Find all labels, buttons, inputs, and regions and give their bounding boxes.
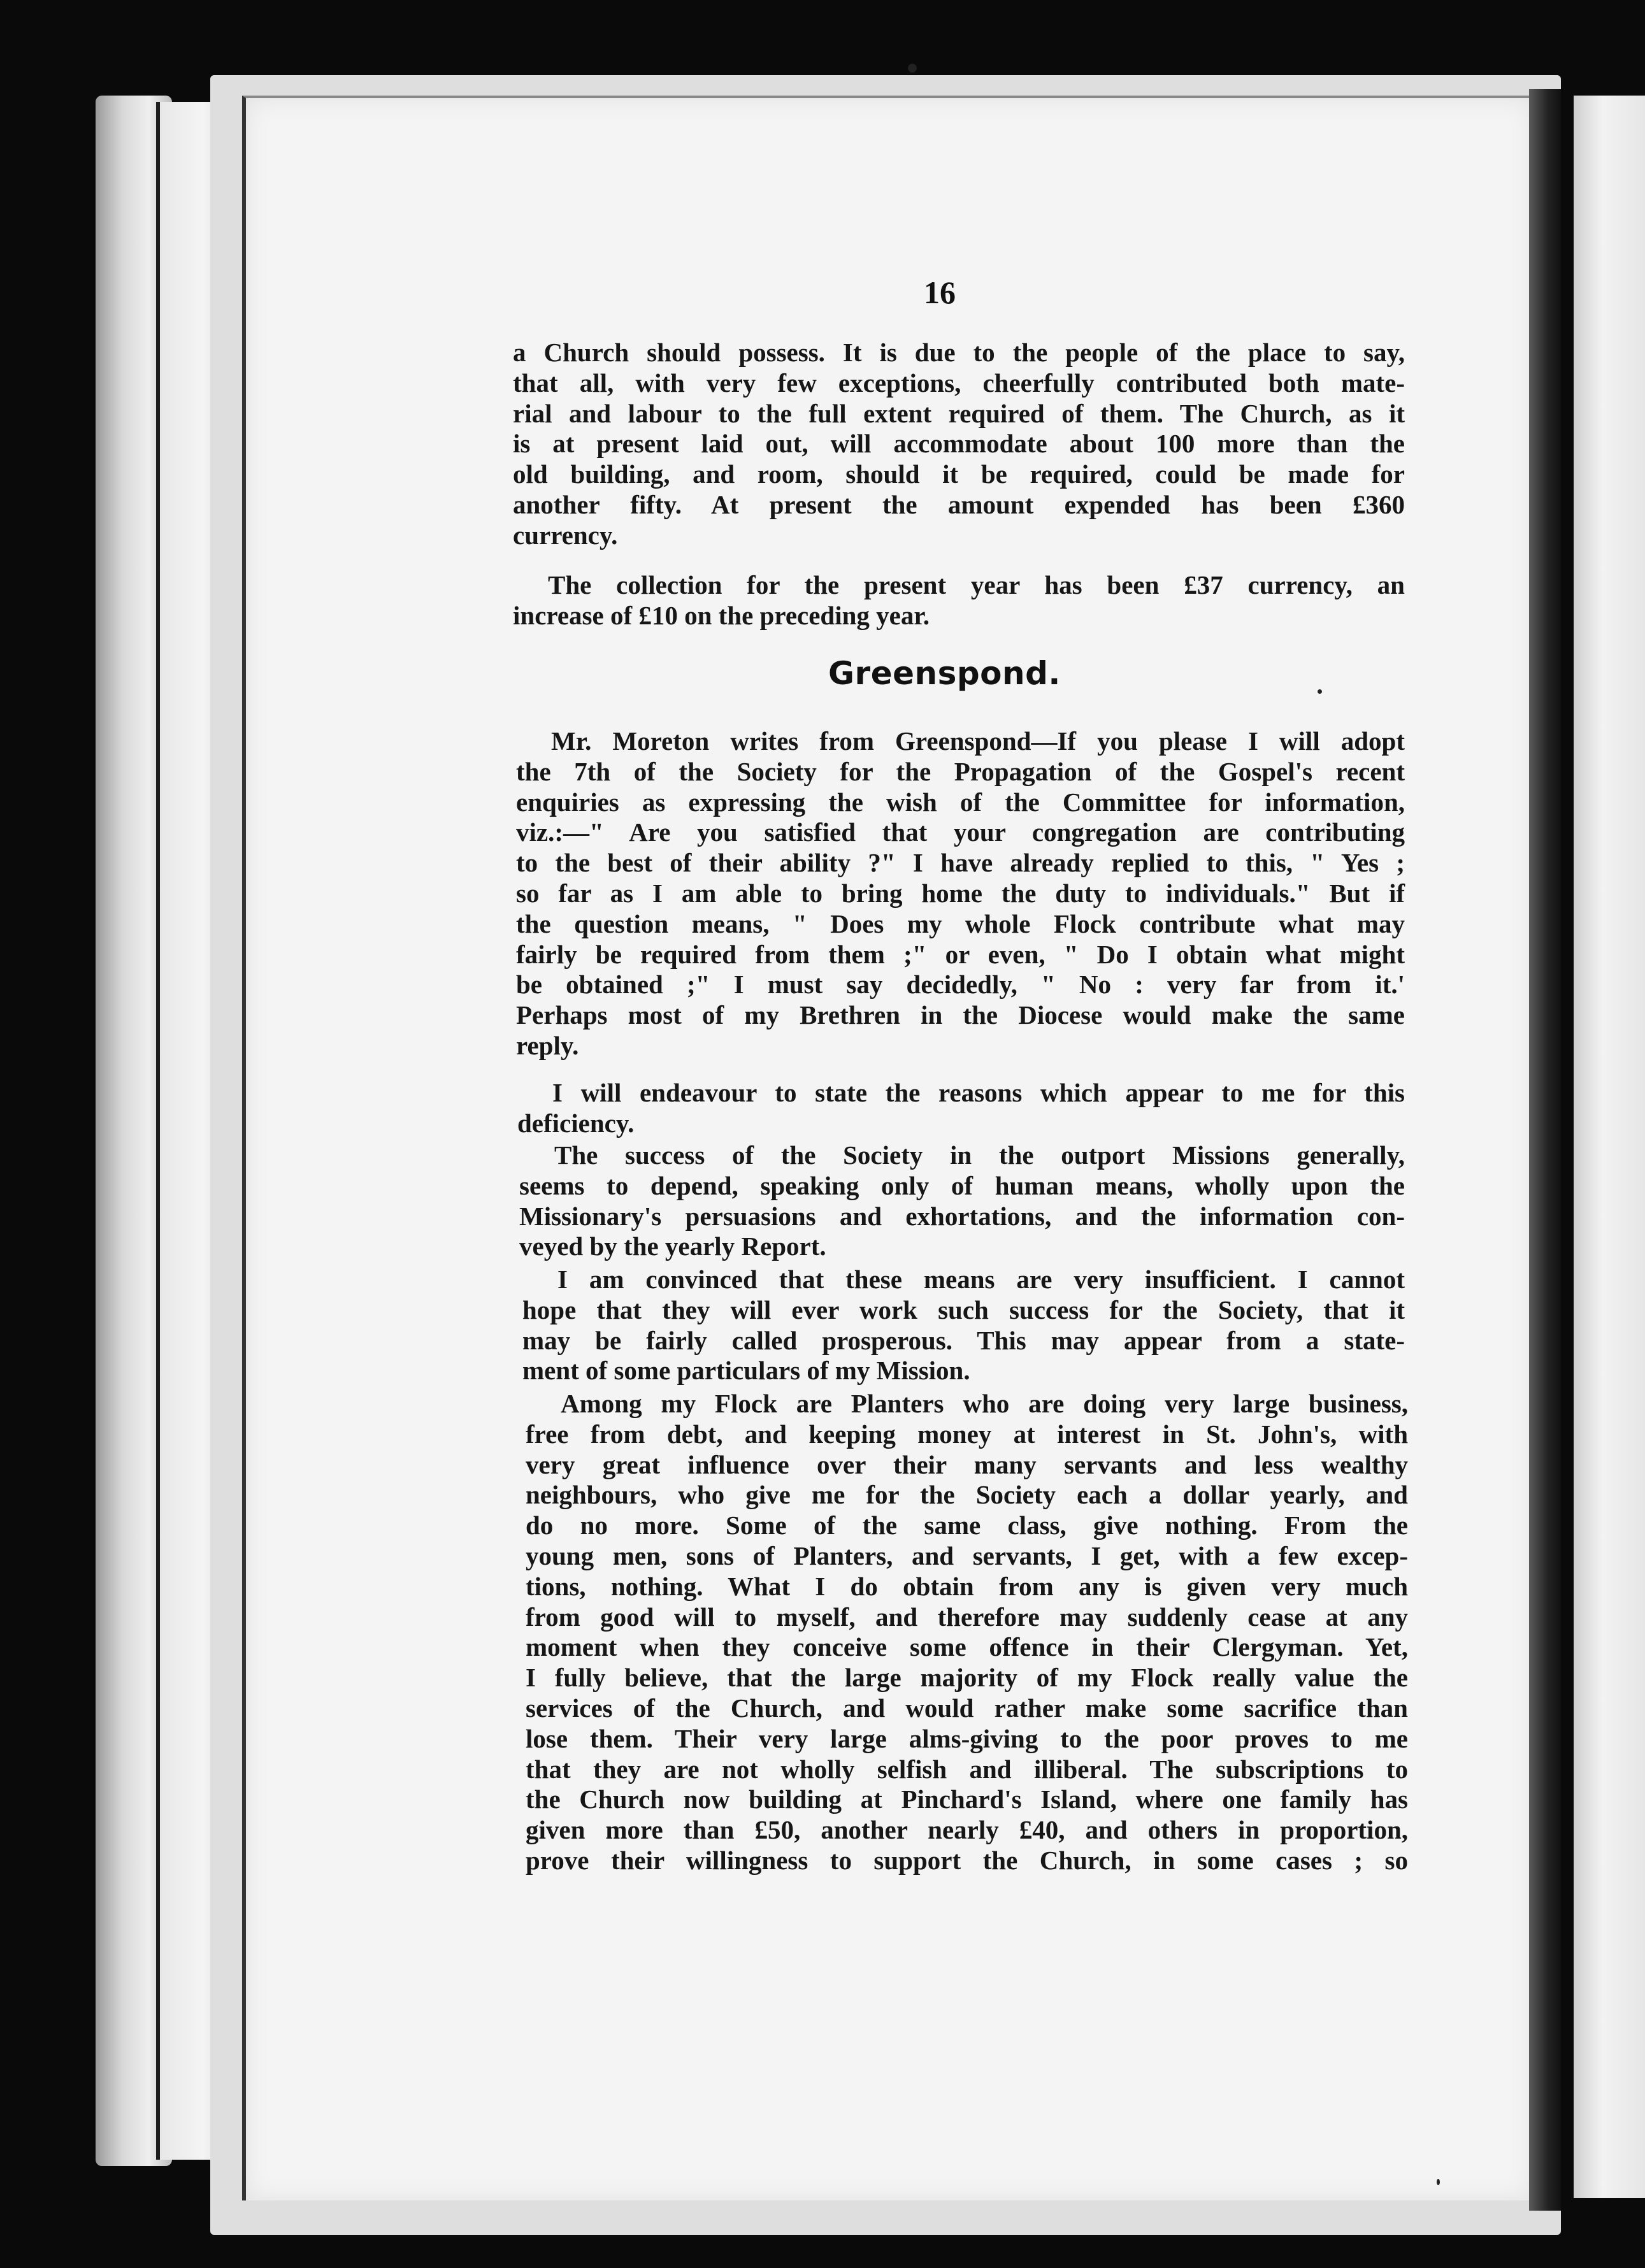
section-heading: Greenspond. <box>828 655 1061 692</box>
text-line: services of the Church, and would rather make some sacrifice than <box>526 1693 1408 1723</box>
text-line: seems to depend, speaking only of human means, wholly upon the <box>519 1170 1405 1200</box>
text-line: Among my Flock are Planters who are doing very large business, <box>561 1389 1408 1418</box>
paragraph-collection <box>513 570 1405 631</box>
text-line: I fully believe, that the large majority of my Flock really value the <box>526 1663 1408 1693</box>
text-line: ment of some particulars of my Mission. <box>522 1356 970 1386</box>
paragraph-planters <box>526 1389 1408 1876</box>
text-line: lose them. Their very large alms-giving to the poor proves to me <box>526 1723 1408 1753</box>
page-number: 16 <box>924 275 956 310</box>
text-line: do no more. Some of the same class, give nothing. From the <box>526 1511 1408 1540</box>
ink-speck <box>1318 689 1322 694</box>
next-page-edge <box>1574 96 1645 2198</box>
text-line: veyed by the yearly Report. <box>519 1231 826 1261</box>
text-line: viz.:—" Are you satisfied that your congregation are contributing <box>516 817 1405 847</box>
text-line: I will endeavour to state the reasons which appear to me for this <box>552 1078 1405 1107</box>
paragraph-convinced <box>522 1265 1405 1386</box>
text-line: Missionary's persuasions and exhortations, and the information con- <box>519 1201 1405 1231</box>
text-line: the Church now building at Pinchard's Island, where one family has <box>526 1784 1408 1814</box>
text-line: that they are not wholly selfish and illiberal. The subscriptions to <box>526 1754 1408 1784</box>
text-line: increase of £10 on the preceding year. <box>513 600 930 630</box>
ink-speck <box>908 64 917 73</box>
text-line: enquiries as expressing the wish of the Committee for information, <box>516 787 1405 817</box>
text-line: to the best of their ability ?" I have already replied to this, " Yes ; <box>516 848 1405 878</box>
text-line: may be fairly called prosperous. This may appear from a state- <box>522 1325 1405 1355</box>
text-line: from good will to myself, and therefore may suddenly cease at any <box>526 1602 1408 1632</box>
text-line: rial and labour to the full extent required of them. The Church, as it <box>513 398 1405 428</box>
text-line: deficiency. <box>517 1108 635 1138</box>
text-line: is at present laid out, will accommodate about 100 more than the <box>513 429 1405 459</box>
text-line: very great influence over their many servants and less wealthy <box>526 1449 1408 1479</box>
text-line: another fifty. At present the amount expended has been £360 <box>513 489 1405 519</box>
text-line: the question means, " Does my whole Flock contribute what may <box>516 908 1405 938</box>
paragraph-endeavour <box>517 1078 1405 1139</box>
text-line: so far as I am able to bring home the duty to individuals." But if <box>516 878 1405 908</box>
text-line: The collection for the present year has been £37 currency, an <box>548 570 1405 599</box>
text-line: neighbours, who give me for the Society each a dollar yearly, and <box>526 1480 1408 1510</box>
text-line: moment when they conceive some offence in their Clergyman. Yet, <box>526 1632 1408 1662</box>
paragraph-church-possess <box>513 338 1405 551</box>
text-line: Mr. Moreton writes from Greenspond—If you please I will adopt <box>551 726 1405 756</box>
gutter-shadow <box>1529 89 1561 2211</box>
text-line: free from debt, and keeping money at interest in St. John's, with <box>526 1419 1408 1449</box>
text-line: be obtained ;" I must say decidedly, " No : very far from it.' <box>516 970 1405 1000</box>
paragraph-moreton <box>516 726 1405 1061</box>
text-line: The success of the Society in the outport Missions generally, <box>554 1140 1405 1170</box>
text-line: hope that they will ever work such success for the Society, that it <box>522 1295 1405 1324</box>
text-line: reply. <box>516 1030 579 1060</box>
text-line: the 7th of the Society for the Propagation of the Gospel's recent <box>516 756 1405 786</box>
ink-speck <box>1437 2179 1440 2185</box>
text-line: given more than £50, another nearly £40, and others in proportion, <box>526 1815 1408 1845</box>
text-line: currency. <box>513 520 618 550</box>
text-line: old building, and room, should it be required, could be made for <box>513 459 1405 489</box>
text-line: that all, with very few exceptions, cheerfully contributed both mate- <box>513 368 1405 398</box>
text-line: young men, sons of Planters, and servants, I get, with a few excep- <box>526 1540 1408 1570</box>
text-line: a Church should possess. It is due to the people of the place to say, <box>513 338 1405 367</box>
text-line: prove their willingness to support the Church, in some cases ; so <box>526 1845 1408 1875</box>
text-line: Perhaps most of my Brethren in the Diocese would make the same <box>516 1000 1405 1030</box>
text-line: fairly be required from them ;" or even, " Do I obtain what might <box>516 939 1405 969</box>
text-line: tions, nothing. What I do obtain from any is given very much <box>526 1571 1408 1601</box>
text-line: I am convinced that these means are very insufficient. I cannot <box>557 1265 1405 1294</box>
paragraph-success <box>519 1140 1405 1262</box>
